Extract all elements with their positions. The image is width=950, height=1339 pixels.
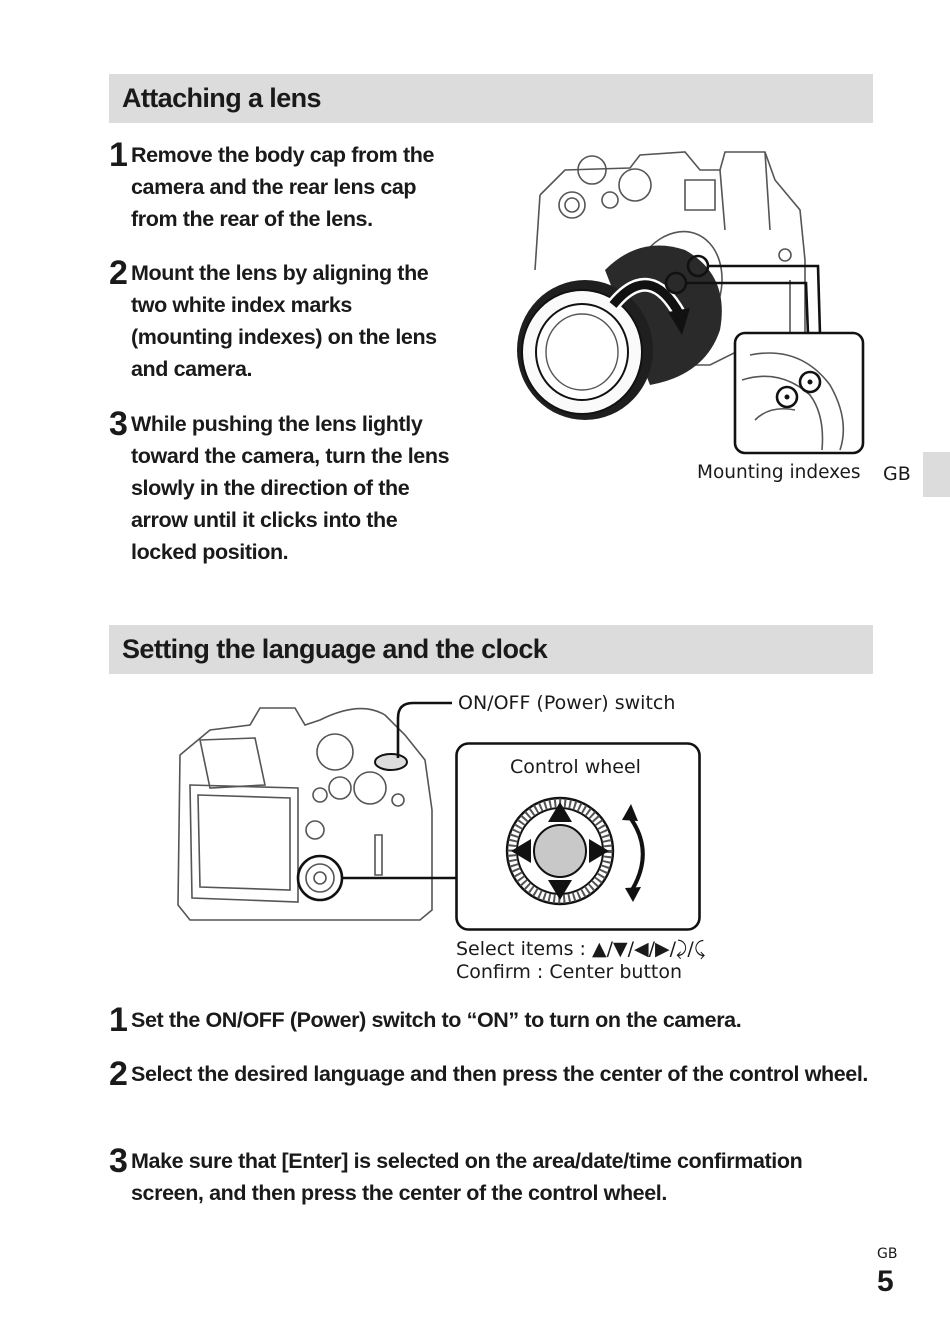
step-3-confirm-datetime [109, 1142, 869, 1209]
footer-region-label: GB [877, 1246, 898, 1262]
step-text: Select the desired language and then press the center of the control wheel. [131, 1062, 869, 1086]
step-number: 3 [109, 405, 127, 443]
section-title-attaching-lens: Attaching a lens [109, 74, 873, 123]
step-1-power-on [109, 1001, 869, 1039]
step-1-remove-caps [109, 136, 459, 235]
camera-rear-illustration [170, 690, 460, 940]
power-switch-label: ON/OFF (Power) switch [458, 692, 676, 714]
mounting-indexes-caption: Mounting indexes [697, 462, 861, 483]
step-text: Set the ON/OFF (Power) switch to “ON” to turn on the camera. [131, 1008, 742, 1032]
step-number: 2 [109, 1055, 127, 1093]
side-tab-marker [923, 452, 950, 497]
step-text: Mount the lens by aligning the two white index marks (mounting indexes) on the lens and camera. [131, 261, 437, 381]
step-number: 1 [109, 1001, 127, 1039]
control-wheel-label: Control wheel [510, 756, 641, 778]
step-number: 1 [109, 136, 127, 174]
step-text: While pushing the lens lightly toward the camera, turn the lens slowly in the direction of the arrow until it clicks into the locked position. [131, 412, 450, 564]
step-number: 3 [109, 1142, 127, 1180]
step-text: Make sure that [Enter] is selected on the area/date/time confirmation screen, and then press the center of the control wheel. [131, 1149, 803, 1205]
step-2-select-language [109, 1055, 869, 1093]
lens-attach-illustration [510, 140, 880, 470]
section-title-language-clock: Setting the language and the clock [109, 625, 873, 674]
step-3-turn-lens [109, 405, 459, 568]
step-text: Remove the body cap from the camera and the rear lens cap from the rear of the lens. [131, 143, 434, 231]
confirm-text: Confirm : Center button [456, 961, 683, 983]
page-number: 5 [877, 1265, 894, 1298]
step-2-mount-lens [109, 254, 459, 385]
side-language-label: GB [883, 463, 911, 485]
select-items-text: Select items : ▲/▼/◀/▶/⤸/⤹ [456, 938, 706, 960]
step-number: 2 [109, 254, 127, 292]
